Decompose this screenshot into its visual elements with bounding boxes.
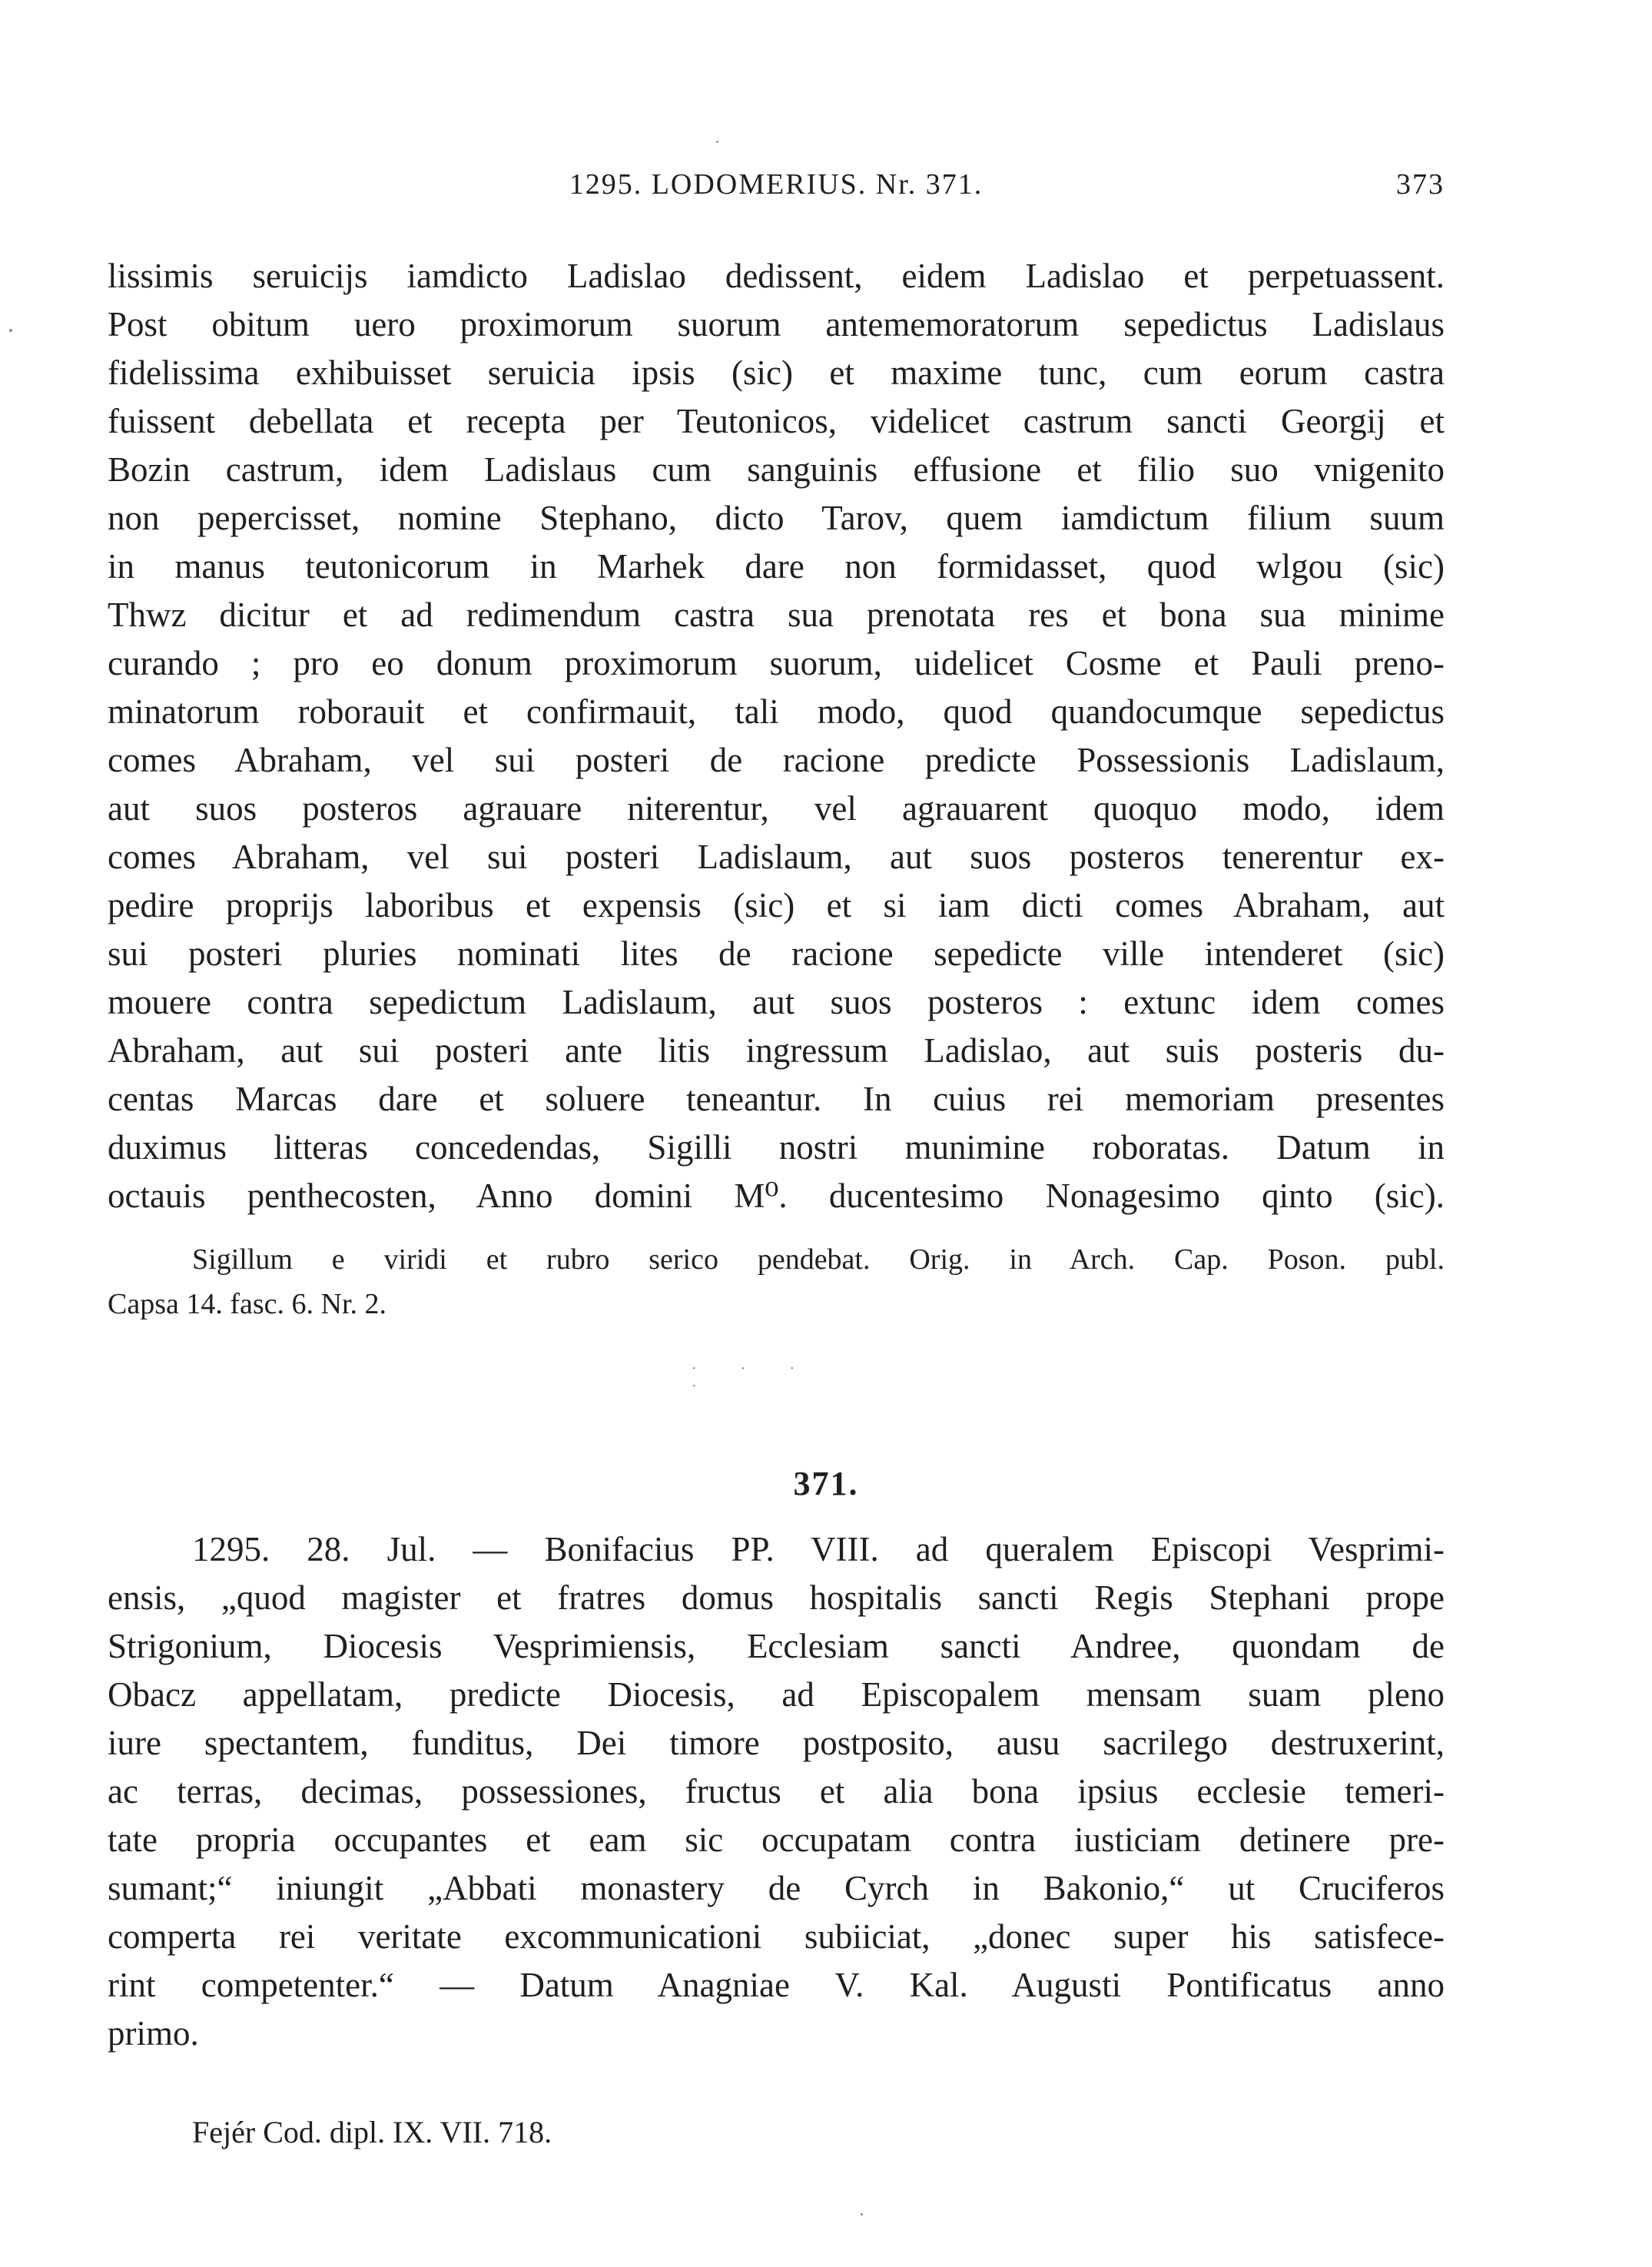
text-line: pedire proprijs laboribus et expensis (sic) et si iam dicti comes Abraham, aut [108, 886, 1445, 924]
source-note [108, 2110, 1445, 2155]
text-line: in manus teutonicorum in Marhek dare non formidasset, quod wlgou (sic) [108, 547, 1445, 586]
text-line: sumant;“ iniungit „Abbati monastery de Cyrch in Bakonio,“ ut Cruciferos [108, 1869, 1445, 1907]
text-line: Post obitum uero proximorum suorum antememoratorum sepedictus Ladislaus [108, 305, 1445, 344]
source-citation: Fejér Cod. dipl. IX. VII. 718. [192, 2115, 552, 2149]
running-title: 1295. LODOMERIUS. Nr. 371. [569, 168, 984, 201]
archival-note [108, 1237, 1445, 1326]
document-number: 371. [793, 1465, 859, 1502]
text-line: ensis, „quod magister et fratres domus hospitalis sancti Regis Stephani prope [108, 1578, 1445, 1617]
text-line: Abraham, aut sui posteri ante litis ingressum Ladislao, aut suis posteris du- [108, 1031, 1445, 1070]
scan-speck [716, 141, 718, 143]
text-line: fuissent debellata et recepta per Teutonicos, videlicet castrum sancti Georgij et [108, 402, 1445, 440]
page-header [108, 168, 1445, 214]
text-line: ac terras, decimas, possessiones, fructus et alia bona ipsius ecclesie temeri- [108, 1772, 1445, 1811]
text-line: lissimis seruicijs iamdicto Ladislao dedissent, eidem Ladislao et perpetuassent. [108, 257, 1445, 295]
text-line: sui posteri pluries nominati lites de racione sepedicte ville intenderet (sic) [108, 934, 1445, 973]
text-line: rint competenter.“ — Datum Anagniae V. Kal. Augusti Pontificatus anno [108, 1966, 1445, 2004]
text-line: octauis penthecosten, Anno domini M⁰. ducentesimo Nonagesimo qinto (sic). [108, 1177, 1445, 1215]
text-line: mouere contra sepedictum Ladislaum, aut suos posteros : extunc idem comes [108, 983, 1445, 1021]
text-line: fidelissima exhibuisset seruicia ipsis (sic) et maxime tunc, cum eorum castra [108, 353, 1445, 392]
text-line: Strigonium, Diocesis Vesprimiensis, Ecclesiam sancti Andree, quondam de [108, 1627, 1445, 1665]
text-line: Obacz appellatam, predicte Diocesis, ad Episcopalem mensam suam pleno [108, 1675, 1445, 1714]
regest-text-block [108, 1525, 1445, 2058]
scan-speck [861, 2213, 863, 2216]
text-line: centas Marcas dare et soluere teneantur. In cuius rei memoriam presentes [108, 1080, 1445, 1118]
text-line: aut suos posteros agrauare niterentur, vel agrauarent quoquo modo, idem [108, 789, 1445, 828]
text-line: minatorum roborauit et confirmauit, tali modo, quod quandocumque sepedictus [108, 692, 1445, 731]
text-line: iure spectantem, funditus, Dei timore postposito, ausu sacrilego destruxerint, [108, 1724, 1445, 1762]
note-line: Sigillum e viridi et rubro serico pendebat. Orig. in Arch. Cap. Poson. publ. [192, 1243, 1445, 1276]
text-line: non pepercisset, nomine Stephano, dicto Tarov, quem iamdictum filium suum [108, 499, 1445, 537]
text-line: tate propria occupantes et eam sic occupatam contra iusticiam detinere pre- [108, 1821, 1445, 1859]
note-line: Capsa 14. fasc. 6. Nr. 2. [108, 1288, 387, 1320]
scan-speck [9, 329, 12, 332]
text-line: 1295. 28. Jul. — Bonifacius PP. VIII. ad queralem Episcopi Vesprimi- [192, 1530, 1445, 1568]
text-line: duximus litteras concedendas, Sigilli nostri munimine roboratas. Datum in [108, 1128, 1445, 1167]
page-number: 373 [1396, 168, 1445, 201]
text-line: comes Abraham, vel sui posteri de racione predicte Possessionis Ladislaum, [108, 741, 1445, 779]
text-line: curando ; pro eo donum proximorum suorum, uidelicet Cosme et Pauli preno- [108, 644, 1445, 682]
text-line: comes Abraham, vel sui posteri Ladislaum, aut suos posteros tenerentur ex- [108, 838, 1445, 876]
main-text-block [108, 252, 1445, 1220]
text-line: comperta rei veritate excommunicationi subiiciat, „donec super his satisfece- [108, 1917, 1445, 1956]
text-line: Bozin castrum, idem Ladislaus cum sanguinis effusione et filio suo vnigenito [108, 450, 1445, 489]
text-line: primo. [108, 2014, 199, 2053]
section-divider: · · · · [692, 1360, 814, 1395]
text-line: Thwz dicitur et ad redimendum castra sua prenotata res et bona sua minime [108, 596, 1445, 634]
